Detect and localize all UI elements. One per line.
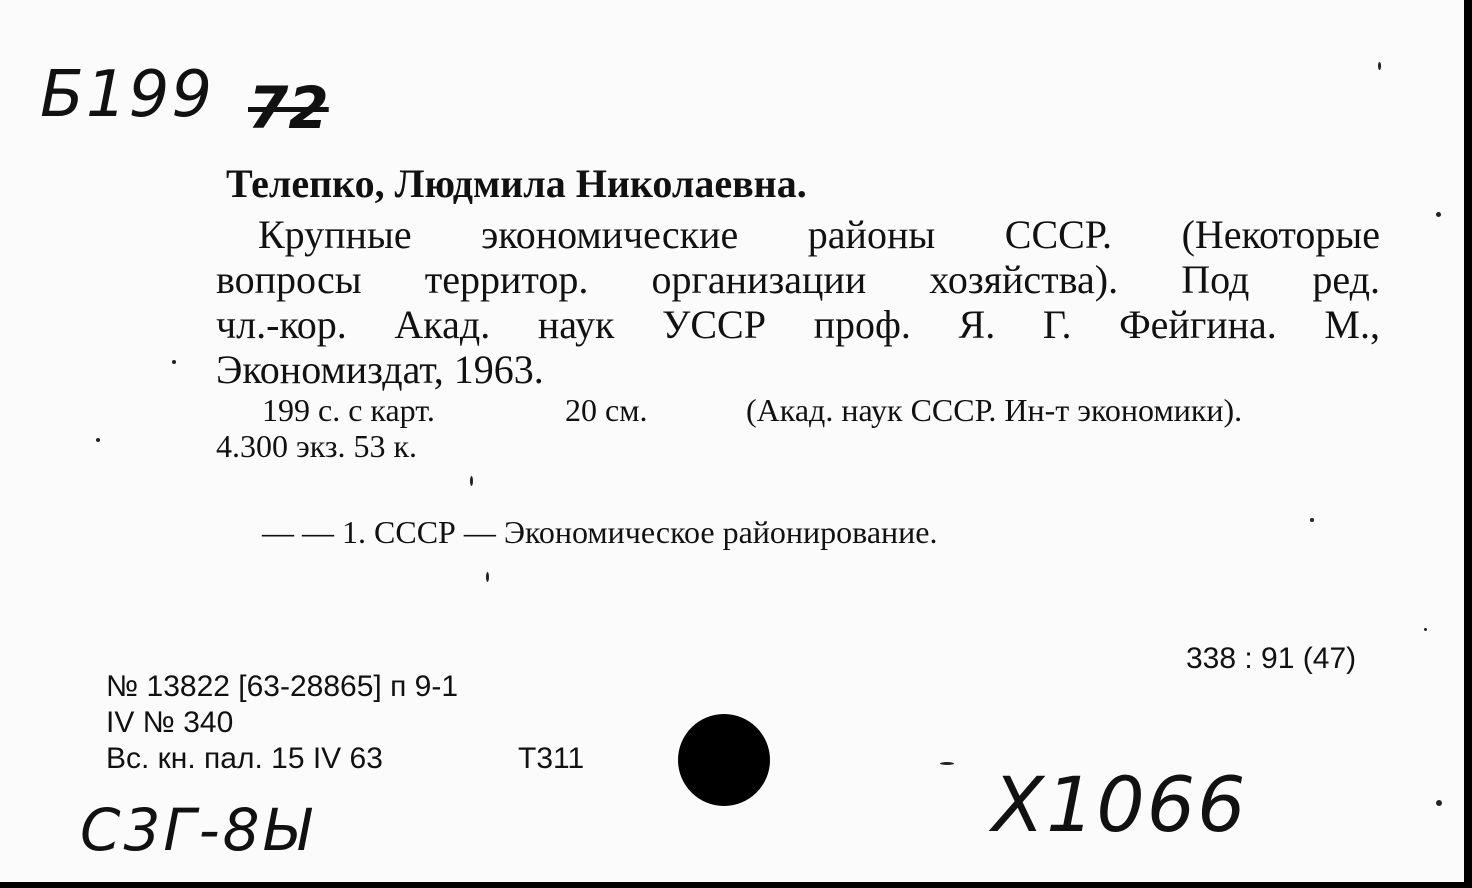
collation-size: 20 см.	[565, 392, 648, 428]
title-line-3: чл.-кор. Акад. наук УССР проф. Я. Г. Фейгина. М.,	[216, 302, 1380, 347]
collation-edition: 4.300 экз. 53 к.	[216, 428, 418, 464]
udc-classification: 338 : 91 (47)	[1186, 642, 1357, 675]
scan-speck	[470, 476, 473, 486]
collation-series: (Акад. наук СССР. Ин-т экономики).	[746, 392, 1243, 428]
punch-hole	[678, 714, 770, 806]
scan-speck	[1436, 800, 1442, 806]
subject-tracing: — — 1. СССР — Экономическое районирование.	[262, 514, 938, 550]
collation-pages: 199 с. с карт.	[262, 392, 435, 428]
scan-speck	[940, 762, 954, 765]
handwritten-inventory-number: Х1066	[992, 760, 1248, 849]
shelfmark-handwritten: Б199	[40, 58, 215, 132]
handwritten-note-bottom-left: С3Г-8Ы	[80, 796, 314, 864]
scan-speck	[1424, 628, 1427, 631]
production-line-1: № 13822 [63-28865] п 9-1	[106, 670, 459, 703]
scan-speck	[172, 360, 176, 364]
scan-speck	[1310, 518, 1314, 522]
title-line-4: Экономиздат, 1963.	[216, 347, 544, 392]
production-line-3: Вс. кн. пал. 15 IV 63	[106, 742, 383, 775]
title-line-2: вопросы территор. организации хозяйства). Под ред.	[216, 257, 1380, 302]
title-line-1: Крупные экономические районы СССР. (Некоторые	[258, 212, 1380, 257]
scan-speck	[1378, 62, 1381, 70]
scan-speck	[1436, 212, 1441, 217]
production-code: Т311	[518, 742, 585, 775]
scan-speck	[486, 572, 489, 582]
production-line-2: IV № 340	[106, 706, 234, 739]
author-heading: Телепко, Людмила Николаевна.	[226, 161, 807, 206]
scan-speck	[96, 438, 100, 442]
shelfmark-year-mark: 72	[248, 74, 329, 142]
